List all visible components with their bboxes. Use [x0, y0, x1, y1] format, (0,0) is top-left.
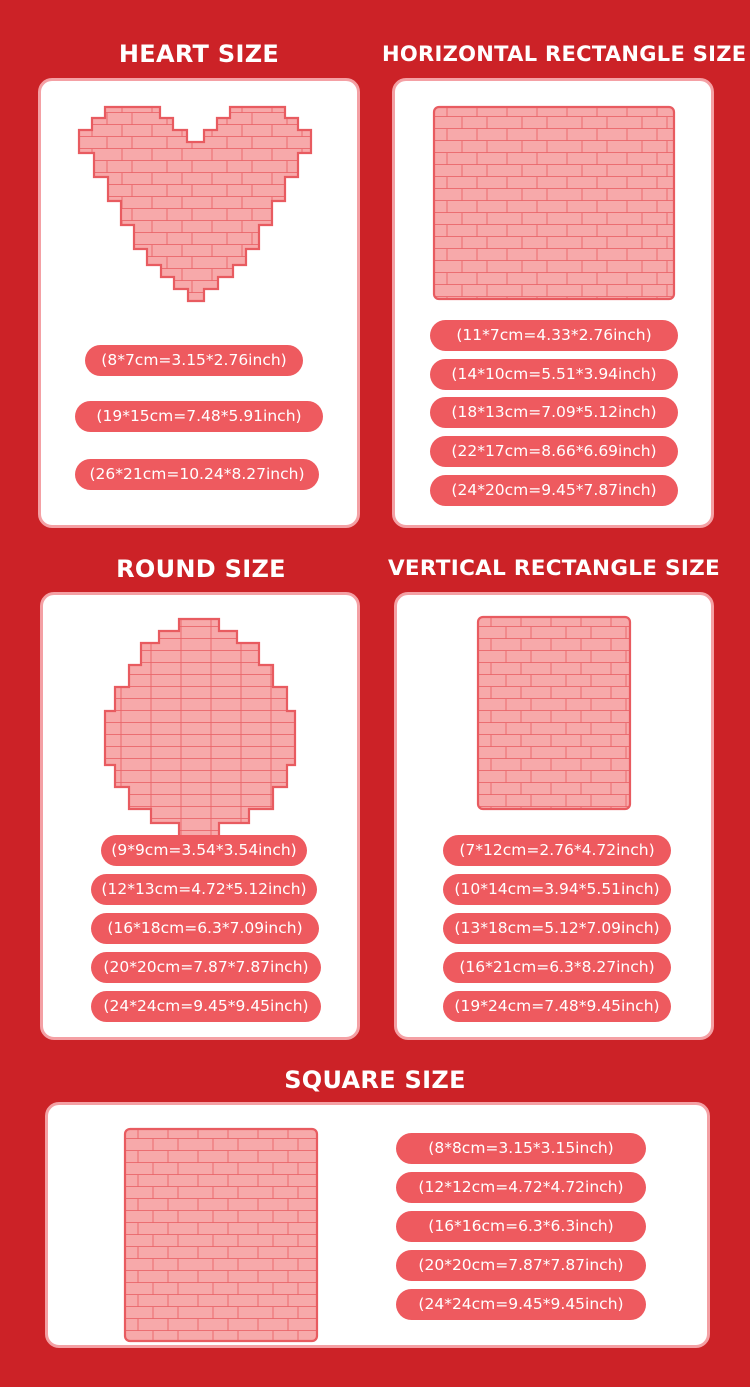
round-size-option[interactable]: (20*20cm=7.87*7.87inch)	[91, 952, 321, 983]
horizontal-size-option[interactable]: (18*13cm=7.09*5.12inch)	[430, 397, 678, 428]
round-size-card	[40, 592, 360, 1040]
heart-size-option[interactable]: (19*15cm=7.48*5.91inch)	[75, 401, 323, 432]
square-size-option[interactable]: (12*12cm=4.72*4.72inch)	[396, 1172, 646, 1203]
round-size-option[interactable]: (12*13cm=4.72*5.12inch)	[91, 874, 317, 905]
vertical-size-option[interactable]: (16*21cm=6.3*8.27inch)	[443, 952, 671, 983]
horizontal-rectangle-size-title: HORIZONTAL RECTANGLE SIZE	[382, 42, 747, 66]
horizontal-rectangle-brick-shape	[432, 105, 676, 301]
square-size-option[interactable]: (24*24cm=9.45*9.45inch)	[396, 1289, 646, 1320]
heart-size-option[interactable]: (8*7cm=3.15*2.76inch)	[85, 345, 303, 376]
heart-size-option[interactable]: (26*21cm=10.24*8.27inch)	[75, 459, 319, 490]
square-size-option[interactable]: (20*20cm=7.87*7.87inch)	[396, 1250, 646, 1281]
round-brick-shape	[101, 615, 301, 845]
heart-size-title: HEART SIZE	[118, 40, 280, 68]
horizontal-size-option[interactable]: (14*10cm=5.51*3.94inch)	[430, 359, 678, 390]
square-size-option[interactable]: (16*16cm=6.3*6.3inch)	[396, 1211, 646, 1242]
heart-brick-shape	[77, 101, 337, 306]
vertical-size-option[interactable]: (19*24cm=7.48*9.45inch)	[443, 991, 671, 1022]
vertical-size-option[interactable]: (13*18cm=5.12*7.09inch)	[443, 913, 671, 944]
square-size-option[interactable]: (8*8cm=3.15*3.15inch)	[396, 1133, 646, 1164]
round-size-option[interactable]: (16*18cm=6.3*7.09inch)	[91, 913, 319, 944]
square-size-card	[45, 1102, 710, 1348]
vertical-rectangle-size-card	[394, 592, 714, 1040]
vertical-size-option[interactable]: (10*14cm=3.94*5.51inch)	[443, 874, 671, 905]
vertical-rectangle-size-title: VERTICAL RECTANGLE SIZE	[387, 556, 720, 581]
heart-size-card	[38, 78, 360, 528]
vertical-size-option[interactable]: (7*12cm=2.76*4.72inch)	[443, 835, 671, 866]
horizontal-size-option[interactable]: (22*17cm=8.66*6.69inch)	[430, 436, 678, 467]
square-brick-shape	[123, 1127, 319, 1343]
square-size-title: SQUARE SIZE	[284, 1066, 466, 1094]
round-size-option[interactable]: (9*9cm=3.54*3.54inch)	[101, 835, 307, 866]
horizontal-size-option[interactable]: (24*20cm=9.45*7.87inch)	[430, 475, 678, 506]
vertical-rectangle-brick-shape	[476, 615, 632, 811]
round-size-option[interactable]: (24*24cm=9.45*9.45inch)	[91, 991, 321, 1022]
horizontal-rectangle-size-card	[392, 78, 714, 528]
horizontal-size-option[interactable]: (11*7cm=4.33*2.76inch)	[430, 320, 678, 351]
round-size-title: ROUND SIZE	[116, 555, 286, 583]
